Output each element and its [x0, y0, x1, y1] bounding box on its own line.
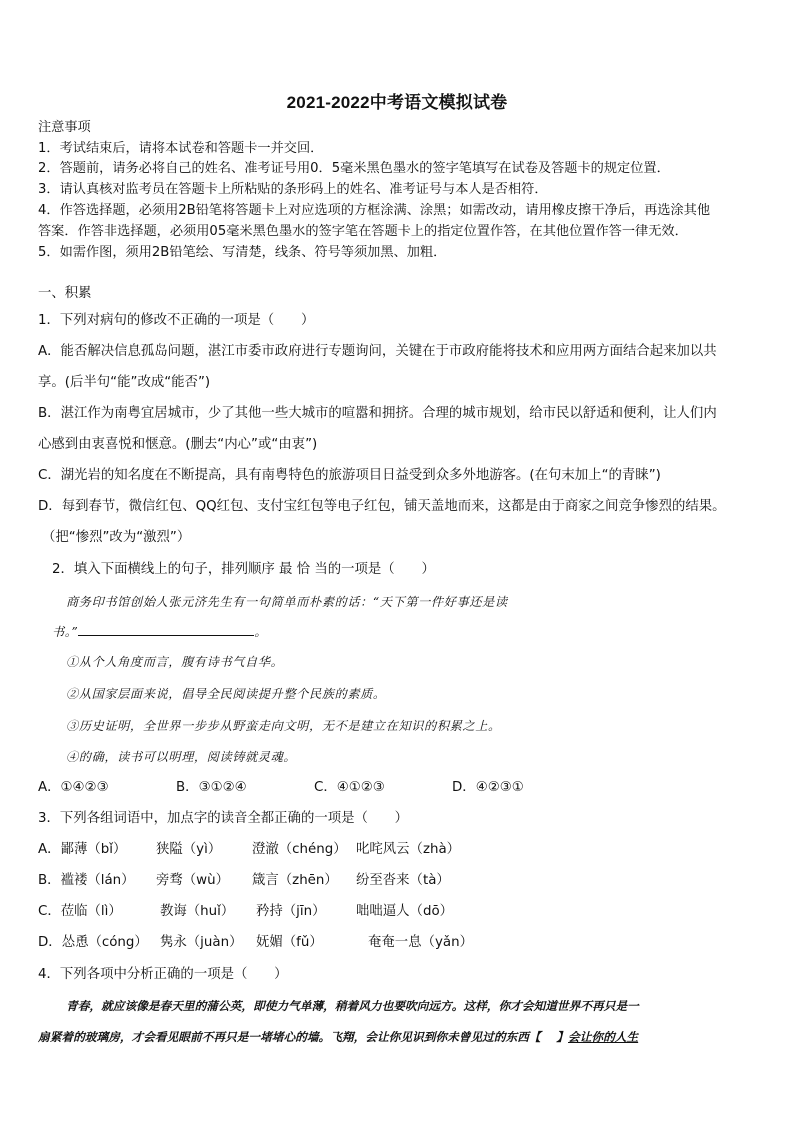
word-item: 箴言（zhēn） [252, 873, 338, 888]
underlined-text: 会让你的人生 [568, 1030, 639, 1044]
question-1-stem: 1．下列对病句的修改不正确的一项是（ ） [38, 313, 315, 328]
notice-item: 答案．作答非选择题，必须用05毫米黑色墨水的签字笔在答题卡上的指定位置作答，在其他位置作答一律无效． [38, 224, 688, 239]
question-4-passage-cont [38, 1028, 638, 1046]
word-item: 奄奄一息（yǎn） [368, 935, 473, 950]
word-item: 矜持（jīn） [256, 904, 326, 919]
word-item: 咄咄逼人（dō） [356, 904, 454, 919]
question-3-row-c [38, 903, 453, 921]
question-2-sentence: ②从国家层面来说，倡导全民阅读提升整个民族的素质。 [66, 687, 386, 701]
question-3-row-d [38, 934, 473, 952]
passage-text: 扇紧着的玻璃房，才会看见眼前不再只是一堵堵心的墙。飞翔，会让你见识到你未曾见过的东西【 】 [38, 1030, 569, 1044]
question-1-option-b-cont: 心感到由衷喜悦和惬意。(删去“内心”或“由衷”) [38, 437, 318, 452]
notice-item: 3．请认真核对监考员在答题卡上所粘贴的条形码上的姓名、准考证号与本人是否相符． [38, 182, 548, 197]
word-item: 隽永（juàn） [160, 935, 243, 950]
page-title: 2021-2022中考语文模拟试卷 [286, 93, 508, 112]
word-item: A．鄙薄（bǐ） [38, 842, 127, 857]
question-2-options [38, 779, 524, 797]
notice-heading: 注意事项 [38, 120, 91, 135]
section-heading: 一、积累 [38, 286, 92, 301]
notice-item: 1．考试结束后，请将本试卷和答题卡一并交回． [38, 141, 324, 156]
word-item: 澄澈（chéng） [252, 842, 347, 857]
question-3-row-b [38, 872, 450, 890]
passage-text: 书。” [52, 625, 79, 639]
question-1-option-b: B．湛江作为南粤宜居城市，少了其他一些大城市的喧嚣和拥挤。合理的城市规划，给市民以舒适和便利，让人们内 [38, 406, 717, 421]
question-1-option-c: C．湖光岩的知名度在不断提高，具有南粤特色的旅游项目日益受到众多外地游客。(在句末加上“的青睐”) [38, 468, 661, 483]
question-1-option-d: D．每到春节，微信红包、QQ红包、支付宝红包等电子红包，铺天盖地而来，这都是由于商家之间竞争惨烈的结果。 [38, 499, 726, 514]
word-item: C．莅临（lì） [38, 904, 122, 919]
option-d: D．④②③① [452, 780, 524, 795]
word-item: 叱咤风云（zhà） [356, 842, 461, 857]
option-c: C．④①②③ [314, 780, 385, 795]
option-a: A．①④②③ [38, 780, 109, 795]
word-item: 旁骛（wù） [156, 873, 230, 888]
passage-text: 。 [254, 625, 268, 639]
answer-blank [78, 623, 254, 636]
question-2-passage: 商务印书馆创始人张元济先生有一句简单而朴素的话：“天下第一件好事还是读 [66, 595, 508, 609]
question-3-stem: 3．下列各组词语中，加点字的读音全都正确的一项是（ ） [38, 811, 409, 826]
question-4-stem: 4．下列各项中分析正确的一项是（ ） [38, 967, 288, 982]
option-b: B．③①②④ [176, 780, 247, 795]
word-item: 纷至沓来（tà） [356, 873, 450, 888]
question-2-stem: 2．填入下面横线上的句子，排列顺序 最 恰 当的一项是（ ） [52, 562, 435, 577]
question-2-sentence: ③历史证明，全世界一步步从野蛮走向文明，无不是建立在知识的积累之上。 [66, 719, 501, 733]
word-item: 狭隘（yì） [156, 842, 222, 857]
question-4-passage: 青春，就应该像是春天里的蒲公英，即使力气单薄，稍着风力也要吹向远方。这样，你才会知道世界不再只是一 [66, 999, 639, 1013]
word-item: 教诲（huǐ） [160, 904, 235, 919]
notice-item: 5．如需作图，须用2B铅笔绘、写清楚，线条、符号等须加黑、加粗． [38, 245, 447, 260]
notice-item: 2．答题前，请务必将自己的姓名、准考证号用0．5毫米黑色墨水的签字笔填写在试卷及答题卡的规定位置． [38, 161, 670, 176]
question-3-row-a [38, 841, 460, 859]
notice-item: 4．作答选择题，必须用2B铅笔将答题卡上对应选项的方框涂满、涂黑；如需改动，请用橡皮擦干净后，再选涂其他 [38, 203, 711, 218]
question-2-passage-cont [52, 623, 267, 641]
question-1-option-a-cont: 享。(后半句“能”改成“能否”) [38, 375, 211, 390]
word-item: B．褴褛（lán） [38, 873, 135, 888]
question-1-option-d-cont: （把“惨烈”改为“激烈”） [42, 530, 191, 545]
question-2-sentence: ①从个人角度而言，腹有诗书气自华。 [66, 655, 284, 669]
question-1-option-a: A．能否解决信息孤岛问题，湛江市委市政府进行专题询问，关键在于市政府能将技术和应用两方面结合起来加以共 [38, 344, 717, 359]
question-2-sentence: ④的确，读书可以明理，阅读铸就灵魂。 [66, 750, 297, 764]
word-item: 妩媚（fǔ） [256, 935, 323, 950]
word-item: D．怂恿（cóng） [38, 935, 148, 950]
